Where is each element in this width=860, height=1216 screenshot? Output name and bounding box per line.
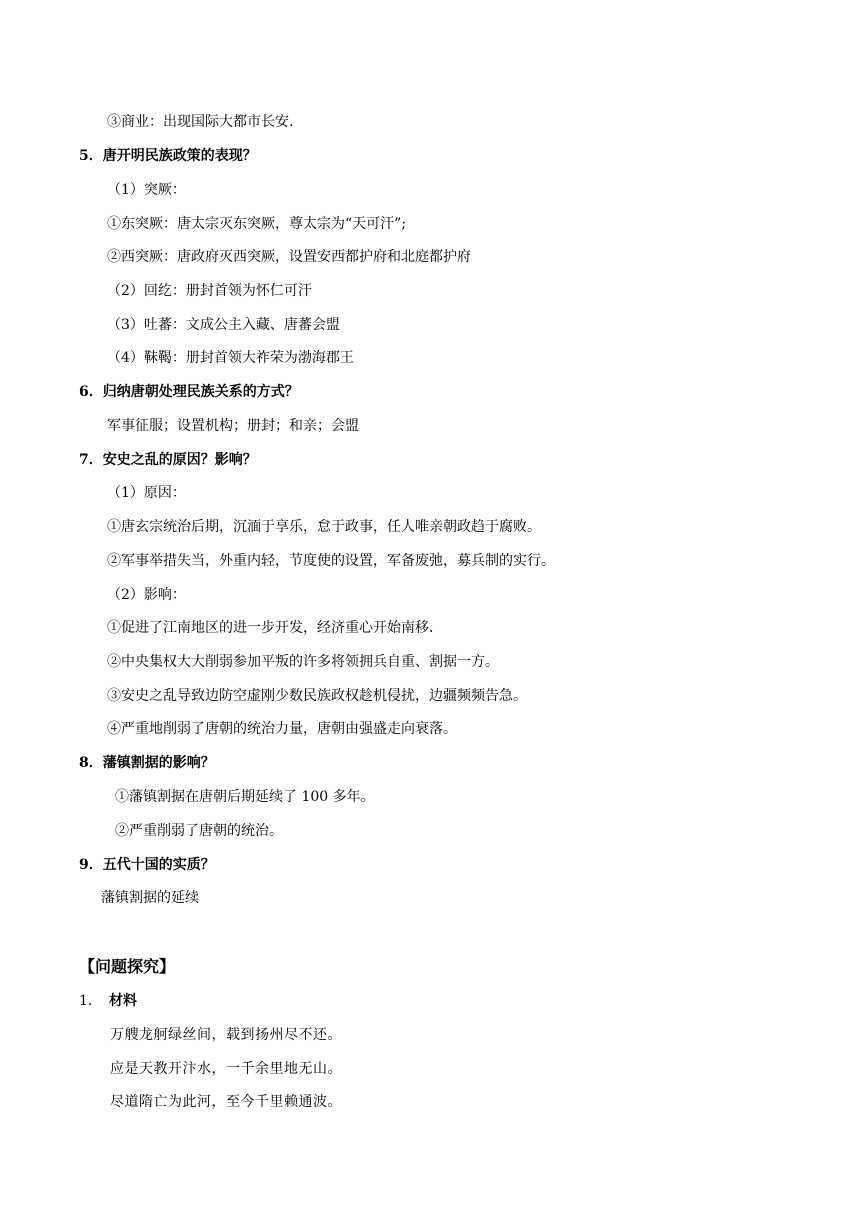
- text-tubo: （3）吐蕃：文成公主入藏、唐蕃会盟: [107, 317, 340, 333]
- answer-9: 藩镇割据的延续: [101, 890, 199, 906]
- poem-line-3: 尽道隋亡为此河，至今千里赖通波。: [110, 1094, 342, 1110]
- material-label: 材料: [109, 993, 137, 1009]
- text-effect-3: ③安史之乱导致边防空虚刚少数民族政权趁机侵扰，边疆频频告急。: [107, 688, 527, 704]
- text-fanzhen-1: ①藩镇割据在唐朝后期延续了 100 多年。: [115, 789, 375, 805]
- poem-line-2: 应是天教开汴水，一千余里地无山。: [110, 1061, 342, 1077]
- text-commerce: ③商业：出现国际大都市长安.: [107, 114, 294, 130]
- text-fanzhen-2: ②严重削弱了唐朝的统治。: [115, 823, 283, 839]
- subheading-turks: （1）突厥：: [107, 182, 186, 198]
- question-6: 6．归纳唐朝处理民族关系的方式？: [79, 384, 299, 400]
- text-effect-4: ④严重地削弱了唐朝的统治力量，唐朝由强盛走向衰落。: [107, 721, 457, 737]
- poem-line-1: 万艘龙舸绿丝间，载到扬州尽不还。: [110, 1027, 342, 1043]
- question-9: 9．五代十国的实质？: [79, 857, 215, 873]
- subheading-causes: （1）原因：: [107, 485, 186, 501]
- section-heading-inquiry: 【问题探究】: [79, 957, 176, 976]
- text-effect-1: ①促进了江南地区的进一步开发，经济重心开始南移.: [107, 620, 434, 636]
- question-7: 7．安史之乱的原因？影响？: [79, 452, 257, 468]
- text-huihe: （2）回纥：册封首领为怀仁可汗: [107, 283, 312, 299]
- question-8: 8．藩镇割据的影响？: [79, 755, 215, 771]
- text-effect-2: ②中央集权大大削弱参加平叛的许多将领拥兵自重、割据一方。: [107, 654, 499, 670]
- text-east-turks: ①东突厥：唐太宗灭东突厥，尊太宗为“天可汗”;: [107, 216, 407, 232]
- question-5: 5．唐开明民族政策的表现？: [79, 148, 257, 164]
- subheading-effects: （2）影响：: [107, 587, 186, 603]
- text-cause-2: ②军事举措失当，外重内轻，节度使的设置，军备废弛，募兵制的实行。: [107, 553, 555, 569]
- text-mohe: （4）靺鞨：册封首领大祚荣为渤海郡王: [107, 350, 354, 366]
- material-number: 1.: [79, 993, 93, 1009]
- text-west-turks: ②西突厥：唐政府灭西突厥，设置安西都护府和北庭都护府: [107, 249, 471, 265]
- answer-6: 军事征服；设置机构；册封；和亲；会盟: [107, 418, 359, 434]
- material-heading: [79, 991, 137, 1011]
- text-cause-1: ①唐玄宗统治后期，沉湎于享乐，怠于政事，任人唯亲朝政趋于腐败。: [107, 519, 541, 535]
